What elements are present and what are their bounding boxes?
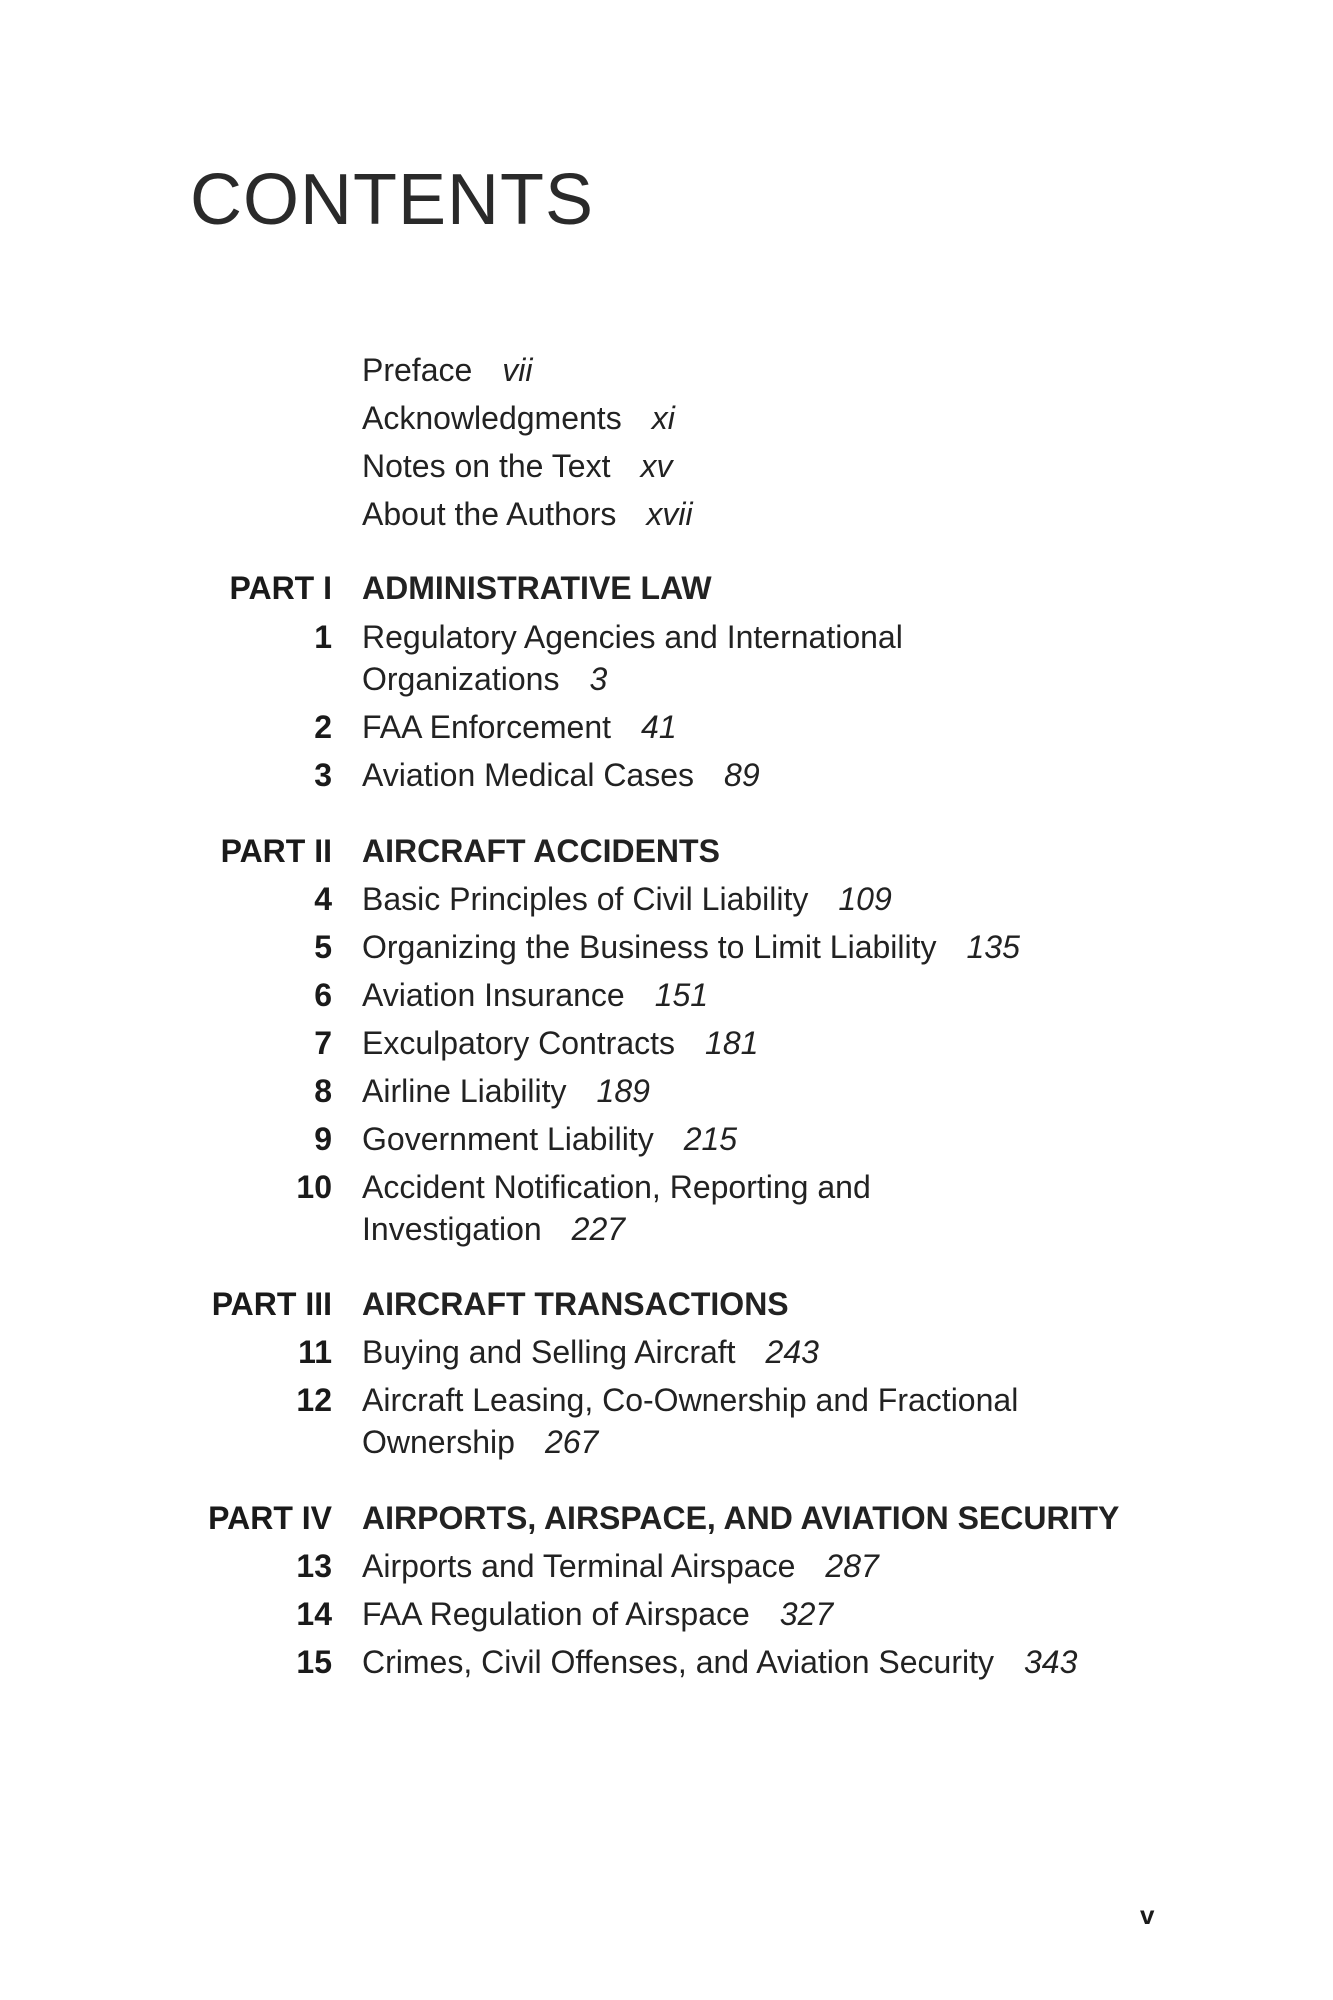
chapter-page: 181 [705, 1025, 759, 1061]
entry-label: About the Authors [362, 496, 617, 532]
entry-page: xvii [646, 496, 693, 532]
chapter-title: Aviation Medical Cases [362, 757, 695, 793]
chapter-number: 10 [296, 1169, 332, 1205]
entry-page: vii [502, 352, 533, 388]
chapter-page: 151 [654, 977, 709, 1013]
chapter-page: 215 [683, 1121, 738, 1157]
chapter-number: 5 [314, 929, 332, 965]
chapter-number: 12 [296, 1382, 332, 1418]
chapter-page: 267 [544, 1424, 599, 1460]
chapter-title: Aviation Insurance [362, 977, 625, 1013]
chapter-title: Aircraft Leasing, Co-Ownership and Fractional [362, 1382, 1019, 1418]
chapter-page: 243 [765, 1334, 819, 1370]
chapter-page: 327 [779, 1596, 834, 1632]
chapter-title: Airports and Terminal Airspace [362, 1548, 796, 1584]
chapter-number: 4 [314, 881, 332, 917]
chapter-page: 3 [589, 661, 608, 697]
chapter-title: Organizing the Business to Limit Liability [362, 929, 937, 965]
part-number: PART II [220, 833, 332, 869]
chapter-number: 7 [314, 1025, 332, 1061]
chapter-page: 343 [1023, 1644, 1078, 1680]
chapter-title-continued: Ownership [362, 1424, 515, 1460]
chapter-number: 11 [298, 1334, 332, 1370]
chapter-title-continued: Organizations [362, 661, 560, 697]
entry-label: Preface [362, 352, 473, 388]
part-number: PART IV [208, 1500, 332, 1536]
chapter-title: Regulatory Agencies and International [362, 619, 903, 655]
chapter-number: 6 [314, 977, 332, 1013]
chapter-page: 189 [596, 1073, 650, 1109]
part-title: AIRCRAFT ACCIDENTS [362, 833, 720, 869]
chapter-page: 227 [571, 1211, 626, 1247]
chapter-title: Buying and Selling Aircraft [362, 1334, 736, 1370]
chapter-page: 109 [838, 881, 892, 917]
chapter-page: 287 [825, 1548, 879, 1584]
entry-label: Acknowledgments [362, 400, 622, 436]
chapter-number: 8 [314, 1073, 332, 1109]
chapter-title: Exculpatory Contracts [362, 1025, 676, 1061]
chapter-title: FAA Regulation of Airspace [362, 1596, 750, 1632]
chapter-title-continued: Investigation [362, 1211, 542, 1247]
chapter-number: 1 [314, 619, 332, 655]
page-title: CONTENTS [190, 160, 594, 240]
entry-label: Notes on the Text [362, 448, 611, 484]
chapter-number: 3 [314, 757, 332, 793]
chapter-title: Government Liability [362, 1121, 654, 1157]
chapter-number: 14 [296, 1596, 332, 1632]
chapter-number: 2 [314, 709, 332, 745]
part-title: AIRPORTS, AIRSPACE, AND AVIATION SECURITY [362, 1500, 1120, 1536]
entry-page: xv [640, 448, 673, 484]
chapter-title: Airline Liability [362, 1073, 567, 1109]
part-title: ADMINISTRATIVE LAW [362, 570, 712, 606]
chapter-title: Accident Notification, Reporting and [362, 1169, 871, 1205]
part-title: AIRCRAFT TRANSACTIONS [362, 1286, 789, 1322]
chapter-title: Basic Principles of Civil Liability [362, 881, 809, 917]
entry-page: xi [651, 400, 675, 436]
chapter-title: Crimes, Civil Offenses, and Aviation Security [362, 1644, 994, 1680]
chapter-number: 13 [296, 1548, 332, 1584]
part-number: PART III [211, 1286, 332, 1322]
page-folio: v [1140, 1900, 1155, 1930]
chapter-page: 135 [966, 929, 1020, 965]
chapter-number: 9 [314, 1121, 332, 1157]
part-number: PART I [229, 570, 332, 606]
chapter-page: 41 [641, 709, 677, 745]
chapter-page: 89 [724, 757, 760, 793]
chapter-title: FAA Enforcement [362, 709, 612, 745]
chapter-number: 15 [296, 1644, 332, 1680]
